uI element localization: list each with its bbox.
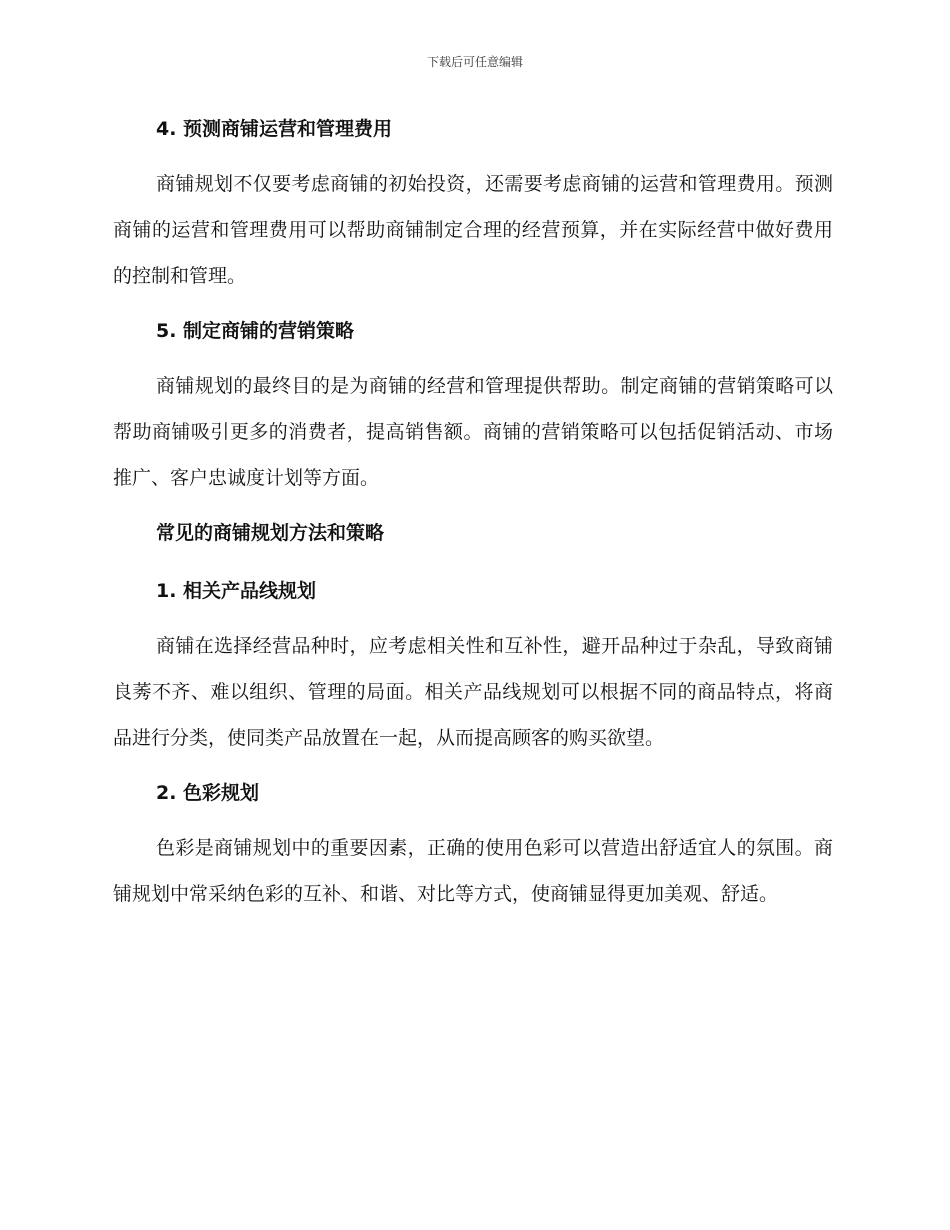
section-heading-product-line: 1. 相关产品线规划 [156,580,317,602]
document-body [113,112,833,917]
section-paragraph-product-line: 商铺在选择经营品种时，应考虑相关性和互补性，避开品种过于杂乱，导致商铺良莠不齐、难以组织、管理的局面。相关产品线规划可以根据不同的商品特点，将商品进行分类，使同类产品放置在一起，从而提高顾客的购买欲望。 [113,635,833,749]
page-header: 下载后可任意编辑 [426,55,523,69]
section-paragraph-5: 商铺规划的最终目的是为商铺的经营和管理提供帮助。制定商铺的营销策略可以帮助商铺吸引更多的消费者，提高销售额。商铺的营销策略可以包括促销活动、市场推广、客户忠诚度计划等方面。 [113,375,833,489]
section-paragraph-4: 商铺规划不仅要考虑商铺的初始投资，还需要考虑商铺的运营和管理费用。预测商铺的运营和管理费用可以帮助商铺制定合理的经营预算，并在实际经营中做好费用的控制和管理。 [113,173,833,287]
section-heading-4: 4. 预测商铺运营和管理费用 [156,118,393,140]
section-heading-5: 5. 制定商铺的营销策略 [156,320,355,342]
section-heading-methods: 常见的商铺规划方法和策略 [156,522,385,544]
section-paragraph-color: 色彩是商铺规划中的重要因素，正确的使用色彩可以营造出舒适宜人的氛围。商铺规划中常采纳色彩的互补、和谐、对比等方式，使商铺显得更加美观、舒适。 [113,837,833,905]
section-heading-color: 2. 色彩规划 [156,782,260,804]
